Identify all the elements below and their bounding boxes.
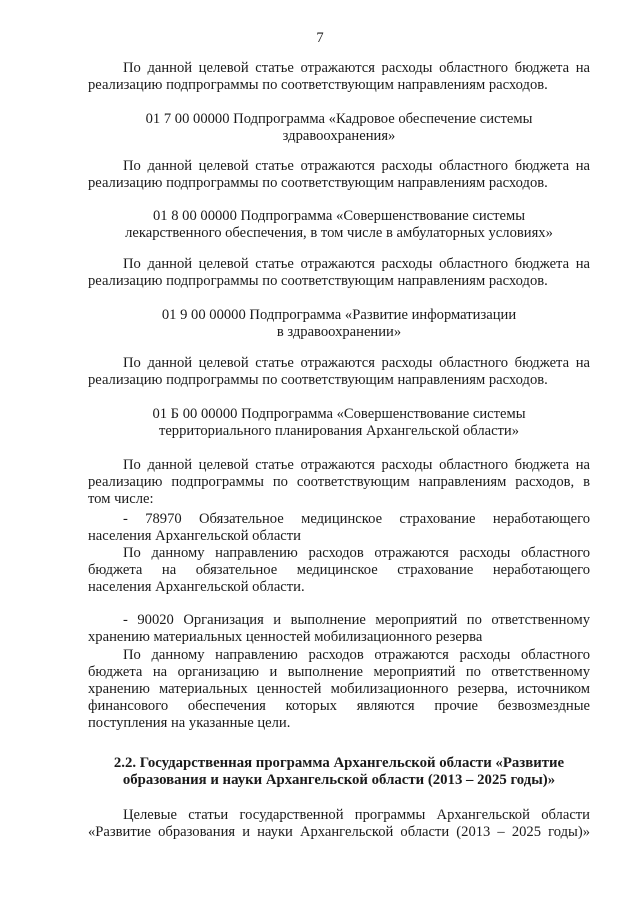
paragraph-3	[88, 256, 590, 290]
paragraph-7	[88, 647, 590, 732]
expense-item-78970	[88, 511, 590, 545]
paragraph-line: реализацию подпрограммы по соответствующим направлениям расходов.	[88, 77, 548, 93]
paragraph-line: По данной целевой статье отражаются расходы областного бюджета на	[123, 158, 590, 174]
paragraph-line: хранению материальных ценностей мобилизационного резерва, источником	[88, 681, 590, 697]
paragraph-line: том числе:	[88, 491, 154, 507]
paragraph-line: поступления на указанные цели.	[88, 715, 291, 731]
paragraph-5	[88, 457, 590, 508]
paragraph-line: Целевые статьи государственной программы Архангельской области	[123, 807, 590, 823]
heading-line: образования и науки Архангельской области (2013 – 2025 годы)»	[122, 772, 556, 788]
paragraph-4	[88, 355, 590, 389]
heading-subprogram-0170	[88, 111, 590, 145]
section-heading-2-2	[88, 755, 590, 789]
heading-subprogram-01B0	[88, 406, 590, 440]
heading-line: 01 7 00 00000 Подпрограмма «Кадровое обеспечение системы	[145, 111, 533, 127]
paragraph-line: По данному направлению расходов отражаются расходы областного	[123, 545, 590, 561]
heading-line: 01 8 00 00000 Подпрограмма «Совершенствование системы	[152, 208, 526, 224]
item-line: - 90020 Организация и выполнение мероприятий по ответственному	[123, 612, 590, 628]
paragraph-line: населения Архангельской области.	[88, 579, 305, 595]
heading-subprogram-0180	[88, 208, 590, 242]
item-line: хранению материальных ценностей мобилизационного резерва	[88, 629, 483, 645]
paragraph-8	[88, 807, 590, 841]
paragraph-line: финансового обеспечения которых являются прочие безвозмездные	[88, 698, 590, 714]
paragraph-line: реализацию подпрограммы по соответствующим направлениям расходов.	[88, 372, 548, 388]
paragraph-line: «Развитие образования и науки Архангельской области (2013 – 2025 годы)»	[88, 824, 590, 840]
paragraph-line: реализацию подпрограммы по соответствующим направлениям расходов.	[88, 175, 548, 191]
paragraph-6	[88, 545, 590, 596]
heading-line: 01 9 00 00000 Подпрограмма «Развитие информатизации	[161, 307, 517, 323]
page-number: 7	[316, 30, 324, 46]
paragraph-line: реализацию подпрограммы по соответствующим направлениям расходов.	[88, 273, 548, 289]
heading-subprogram-0190	[88, 307, 590, 341]
paragraph-line: реализацию подпрограммы по соответствующим направлениям расходов, в	[88, 474, 590, 490]
paragraph-line: По данному направлению расходов отражаются расходы областного	[123, 647, 590, 663]
paragraph-line: По данной целевой статье отражаются расходы областного бюджета на	[123, 355, 590, 371]
paragraph-line: По данной целевой статье отражаются расходы областного бюджета на	[123, 457, 590, 473]
paragraph-2	[88, 158, 590, 192]
paragraph-1	[88, 60, 590, 94]
heading-line: 01 Б 00 00000 Подпрограмма «Совершенствование системы	[152, 406, 526, 422]
heading-line: 2.2. Государственная программа Архангельской области «Развитие	[113, 755, 565, 771]
heading-line: территориального планирования Архангельской области»	[158, 423, 520, 439]
heading-line: здравоохранения»	[282, 128, 396, 144]
heading-line: в здравоохранении»	[276, 324, 402, 340]
paragraph-line: бюджета на организацию и выполнение мероприятий по ответственному	[88, 664, 590, 680]
paragraph-line: бюджета на обязательное медицинское страхование неработающего	[88, 562, 590, 578]
item-line: населения Архангельской области	[88, 528, 301, 544]
expense-item-90020	[88, 612, 590, 646]
paragraph-line: По данной целевой статье отражаются расходы областного бюджета на	[123, 256, 590, 272]
heading-line: лекарственного обеспечения, в том числе в амбулаторных условиях»	[125, 225, 553, 241]
paragraph-line: По данной целевой статье отражаются расходы областного бюджета на	[123, 60, 590, 76]
item-line: - 78970 Обязательное медицинское страхование неработающего	[123, 511, 590, 527]
